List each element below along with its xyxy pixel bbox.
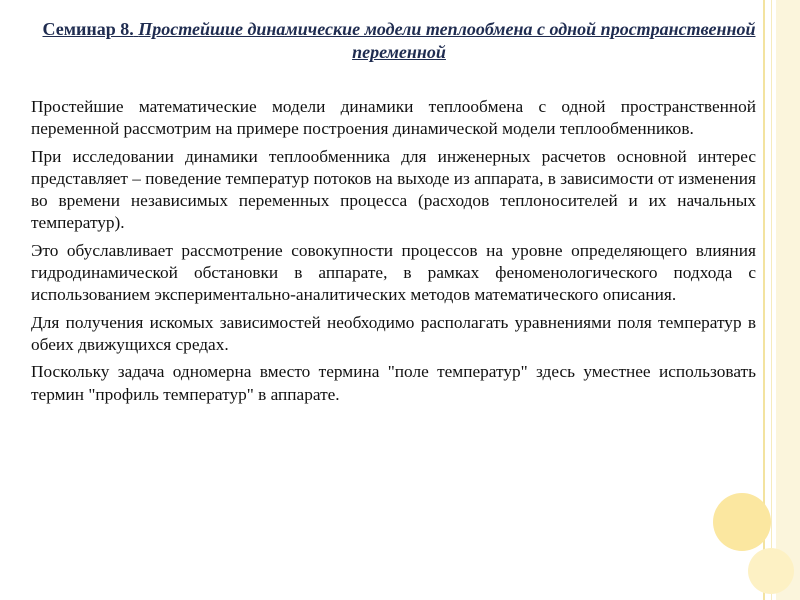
paragraph: При исследовании динамики теплообменника для инженерных расчетов основной интерес представляет – поведение температур потоков на выходе из аппарата, в зависимости от изменения во времени независимых переменных процесса (расходов теплоносителей и их начальных температур). — [31, 146, 756, 233]
decorative-circle — [713, 493, 771, 551]
title-prefix: Семинар 8. — [42, 19, 134, 39]
paragraph: Для получения искомых зависимостей необходимо располагать уравнениями поля температур в обеих движущихся средах. — [31, 312, 756, 354]
paragraph: Поскольку задача одномерна вместо термина "поле температур" здесь уместнее использовать термин "профиль температур" в аппарате. — [31, 362, 756, 404]
decorative-circle — [748, 548, 794, 594]
paragraph: Это обуславливает рассмотрение совокупности процессов на уровне определяющего влияния гидродинамической обстановки в аппарате, в рамках феноменологического подхода с использованием экспериментально-аналитических методов математического описания. — [31, 240, 756, 305]
slide-body — [31, 96, 756, 411]
slide-title — [40, 18, 758, 64]
paragraph: Простейшие математические модели динамики теплообмена с одной пространственной переменной рассмотрим на примере построения динамической модели теплообменников. — [31, 97, 756, 139]
decorative-edge-band — [776, 0, 800, 600]
decorative-edge-line — [771, 0, 772, 600]
title-text: Простейшие динамические модели теплообмена с одной пространственной переменной — [138, 19, 756, 62]
